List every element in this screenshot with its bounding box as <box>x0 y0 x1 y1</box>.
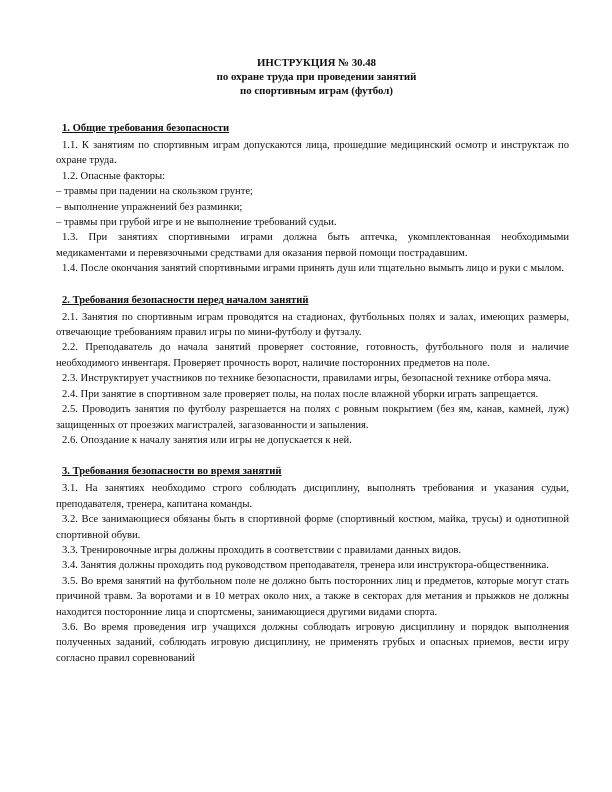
paragraph: 1.2. Опасные факторы: <box>62 170 166 182</box>
paragraph: 3.2. Все занимающиеся обязаны быть в спортивной форме (спортивный костюм, майка, трусы) и однотипной спортивной обуви. <box>56 514 569 541</box>
section-heading: 3. Требования безопасности во время занятий <box>62 466 282 478</box>
paragraph: 2.4. При занятие в спортивном зале проверяет полы, на полах после влажной уборки играть запрещается. <box>62 388 539 400</box>
section-1 <box>56 121 569 277</box>
list-item: – травмы при грубой игре и не выполнение требований судьи. <box>56 217 337 229</box>
title-line-2: по охране труда при проведении занятий <box>216 71 417 83</box>
document-title <box>56 56 569 98</box>
title-line-1: ИНСТРУКЦИЯ № 30.48 <box>256 57 376 69</box>
section-heading: 2. Требования безопасности перед началом занятий <box>62 294 309 306</box>
paragraph: 2.3. Инструктирует участников по технике безопасности, правилами игры, безопасной технике отбора мяча. <box>62 373 552 385</box>
section-heading: 1. Общие требования безопасности <box>62 123 230 134</box>
paragraph: 3.1. На занятиях необходимо строго соблюдать дисциплину, выполнять требования и указания судьи, преподавателя, тренера, капитана команды. <box>56 483 569 510</box>
title-line-3: по спортивным играм (футбол) <box>240 85 393 97</box>
paragraph: 3.6. Во время проведения игр учащихся должны соблюдать игровую дисциплину и порядок выполнения полученных заданий, соблюдать игровую дисциплину, не применять грубых и опасных приемов, вести игру согласно правил соревнований <box>56 621 569 664</box>
paragraph: 3.4. Занятия должны проходить под руководством преподавателя, тренера или инструктора-общественника. <box>62 560 549 572</box>
paragraph: 2.1. Занятия по спортивным играм проводятся на стадионах, футбольных полях и залах, имеющих размеры, отвечающие требованиям правил игры по мини-футболу и футзалу. <box>56 311 569 339</box>
paragraph: 1.4. После окончания занятий спортивными играми принять душ или тщательно вымыть лицо и руки с мылом. <box>62 263 564 275</box>
list-item: – травмы при падении на скользком грунте; <box>56 186 253 198</box>
paragraph: 2.5. Проводить занятия по футболу разрешается на полях с ровным покрытием (без ям, канав, камней, луж) защищенных от проезжих магистралей, загазованности и запыления. <box>56 404 569 431</box>
paragraph: 1.3. При занятиях спортивными играми должна быть аптечка, укомплектованная необходимыми медикаментами и перевязочными средствами для оказания первой помощи пострадавшим. <box>56 232 569 259</box>
paragraph: 3.5. Во время занятий на футбольном поле не должно быть посторонних лиц и предметов, которые могут стать причиной травм. За воротами и в 10 метрах около них, а также в секторах для метания и прыжков не должны находится посторонние лица и спортсмены, занимающиеся другими видами спорта. <box>56 575 569 618</box>
paragraph: 3.3. Тренировочные игры должны проходить в соответствии с правилами данных видов. <box>62 544 462 556</box>
paragraph: 1.1. К занятиям по спортивным играм допускаются лица, прошедшие медицинский осмотр и инструктаж по охране труда. <box>56 140 569 167</box>
paragraph: 2.2. Преподаватель до начала занятий проверяет состояние, готовность, футбольного поля и наличие необходимого инвентаря. Проверяет прочность ворот, наличие посторонних предметов на поле. <box>56 342 569 369</box>
paragraph: 2.6. Опоздание к началу занятия или игры не допускается к ней. <box>62 434 352 446</box>
document-page <box>56 56 569 666</box>
section-2 <box>56 293 569 449</box>
list-item: – выполнение упражнений без разминки; <box>56 201 243 213</box>
section-3 <box>56 464 569 666</box>
